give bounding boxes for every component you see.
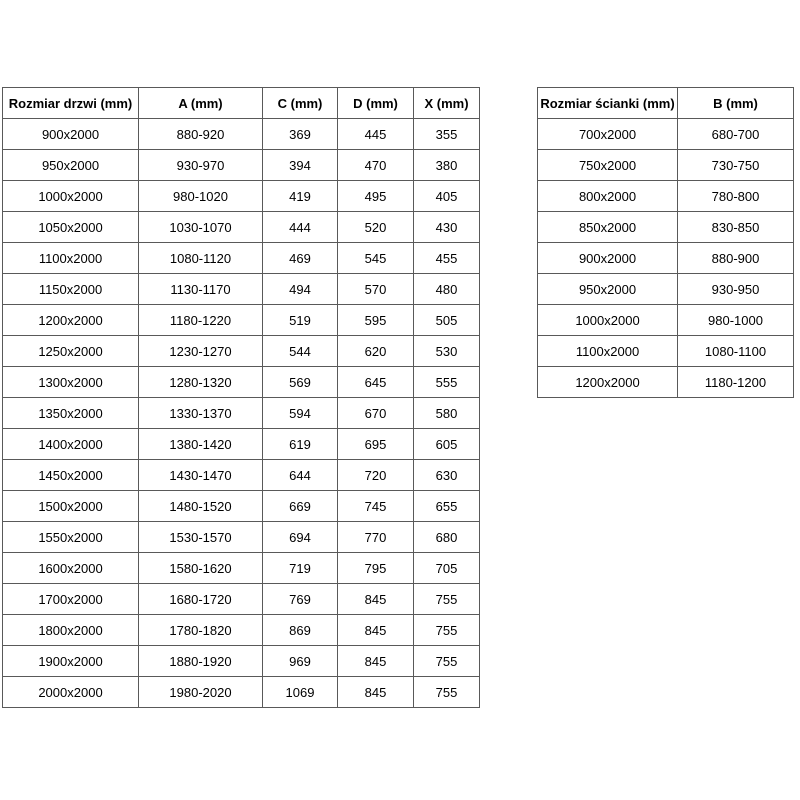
table-cell: 1400x2000 (3, 429, 139, 460)
table-row (3, 491, 480, 522)
column-header: C (mm) (263, 88, 338, 119)
table-cell: 1680-1720 (139, 584, 263, 615)
header-row (538, 88, 794, 119)
table-cell: 850x2000 (538, 212, 678, 243)
table-cell: 680 (414, 522, 480, 553)
table-cell: 670 (338, 398, 414, 429)
table-cell: 1150x2000 (3, 274, 139, 305)
table-row (3, 119, 480, 150)
table-row (3, 212, 480, 243)
table-cell: 1450x2000 (3, 460, 139, 491)
table-cell: 505 (414, 305, 480, 336)
table-cell: 1380-1420 (139, 429, 263, 460)
table-row (3, 150, 480, 181)
table-cell: 755 (414, 646, 480, 677)
table-cell: 419 (263, 181, 338, 212)
table-cell: 1880-1920 (139, 646, 263, 677)
table-cell: 800x2000 (538, 181, 678, 212)
table-row (3, 336, 480, 367)
table-row (3, 646, 480, 677)
table-cell: 1430-1470 (139, 460, 263, 491)
table-row (3, 367, 480, 398)
table-cell: 1780-1820 (139, 615, 263, 646)
table-cell: 1200x2000 (3, 305, 139, 336)
table-cell: 680-700 (678, 119, 794, 150)
table-cell: 595 (338, 305, 414, 336)
table-cell: 700x2000 (538, 119, 678, 150)
table-cell: 1980-2020 (139, 677, 263, 708)
table-cell: 1230-1270 (139, 336, 263, 367)
table-cell: 869 (263, 615, 338, 646)
table-cell: 1600x2000 (3, 553, 139, 584)
table-cell: 950x2000 (538, 274, 678, 305)
table-row (538, 336, 794, 367)
wall-size-table (537, 87, 794, 398)
table-cell: 520 (338, 212, 414, 243)
table-cell: 1069 (263, 677, 338, 708)
table-cell: 900x2000 (538, 243, 678, 274)
table-cell: 469 (263, 243, 338, 274)
table-cell: 519 (263, 305, 338, 336)
table-cell: 780-800 (678, 181, 794, 212)
table-row (3, 305, 480, 336)
table-cell: 980-1020 (139, 181, 263, 212)
table-cell: 1550x2000 (3, 522, 139, 553)
table-cell: 1530-1570 (139, 522, 263, 553)
header-row (3, 88, 480, 119)
table-cell: 1180-1200 (678, 367, 794, 398)
table-row (538, 367, 794, 398)
table-cell: 930-950 (678, 274, 794, 305)
table-cell: 355 (414, 119, 480, 150)
column-header: B (mm) (678, 88, 794, 119)
table-cell: 620 (338, 336, 414, 367)
table-cell: 545 (338, 243, 414, 274)
table-cell: 845 (338, 615, 414, 646)
table-cell: 394 (263, 150, 338, 181)
table-cell: 1500x2000 (3, 491, 139, 522)
table-cell: 755 (414, 677, 480, 708)
table-cell: 950x2000 (3, 150, 139, 181)
table-cell: 880-920 (139, 119, 263, 150)
table-cell: 1000x2000 (3, 181, 139, 212)
table-cell: 880-900 (678, 243, 794, 274)
table-cell: 845 (338, 584, 414, 615)
table-cell: 930-970 (139, 150, 263, 181)
table-cell: 1030-1070 (139, 212, 263, 243)
table-row (3, 584, 480, 615)
table-cell: 1050x2000 (3, 212, 139, 243)
table-cell: 1080-1120 (139, 243, 263, 274)
table-row (3, 274, 480, 305)
table-cell: 745 (338, 491, 414, 522)
table-cell: 719 (263, 553, 338, 584)
table-cell: 530 (414, 336, 480, 367)
table-cell: 380 (414, 150, 480, 181)
table-cell: 444 (263, 212, 338, 243)
table-cell: 969 (263, 646, 338, 677)
table-cell: 1350x2000 (3, 398, 139, 429)
table-row (538, 243, 794, 274)
table-cell: 1200x2000 (538, 367, 678, 398)
column-header: A (mm) (139, 88, 263, 119)
table-cell: 694 (263, 522, 338, 553)
table-cell: 750x2000 (538, 150, 678, 181)
column-header: Rozmiar ścianki (mm) (538, 88, 678, 119)
table-cell: 669 (263, 491, 338, 522)
table-cell: 755 (414, 615, 480, 646)
table-cell: 770 (338, 522, 414, 553)
table-row (3, 243, 480, 274)
table-cell: 845 (338, 646, 414, 677)
table-row (538, 181, 794, 212)
table-cell: 695 (338, 429, 414, 460)
table-cell: 570 (338, 274, 414, 305)
table-cell: 430 (414, 212, 480, 243)
door-size-table (2, 87, 480, 708)
table-cell: 405 (414, 181, 480, 212)
table-cell: 2000x2000 (3, 677, 139, 708)
table-cell: 369 (263, 119, 338, 150)
column-header: Rozmiar drzwi (mm) (3, 88, 139, 119)
table-cell: 1300x2000 (3, 367, 139, 398)
table-cell: 580 (414, 398, 480, 429)
table-row (538, 150, 794, 181)
table-cell: 470 (338, 150, 414, 181)
table-cell: 555 (414, 367, 480, 398)
table-row (538, 119, 794, 150)
column-header: X (mm) (414, 88, 480, 119)
table-cell: 720 (338, 460, 414, 491)
table-cell: 569 (263, 367, 338, 398)
table-cell: 830-850 (678, 212, 794, 243)
table-cell: 1900x2000 (3, 646, 139, 677)
table-cell: 1330-1370 (139, 398, 263, 429)
table-cell: 645 (338, 367, 414, 398)
table-cell: 1180-1220 (139, 305, 263, 336)
table-row (3, 181, 480, 212)
table-row (3, 615, 480, 646)
table-cell: 1130-1170 (139, 274, 263, 305)
table-cell: 1100x2000 (3, 243, 139, 274)
table-cell: 494 (263, 274, 338, 305)
table-cell: 495 (338, 181, 414, 212)
table-cell: 1250x2000 (3, 336, 139, 367)
column-header: D (mm) (338, 88, 414, 119)
table-cell: 795 (338, 553, 414, 584)
table-cell: 619 (263, 429, 338, 460)
table-cell: 730-750 (678, 150, 794, 181)
table-cell: 1700x2000 (3, 584, 139, 615)
table-cell: 705 (414, 553, 480, 584)
table-row (538, 212, 794, 243)
table-cell: 455 (414, 243, 480, 274)
table-cell: 1280-1320 (139, 367, 263, 398)
table-cell: 445 (338, 119, 414, 150)
table-cell: 1000x2000 (538, 305, 678, 336)
table-cell: 769 (263, 584, 338, 615)
table-row (3, 677, 480, 708)
table-cell: 655 (414, 491, 480, 522)
table-cell: 1800x2000 (3, 615, 139, 646)
table-cell: 755 (414, 584, 480, 615)
table-cell: 1100x2000 (538, 336, 678, 367)
table-cell: 480 (414, 274, 480, 305)
table-cell: 845 (338, 677, 414, 708)
table-cell: 544 (263, 336, 338, 367)
table-row (3, 522, 480, 553)
table-cell: 644 (263, 460, 338, 491)
table-row (3, 429, 480, 460)
table-cell: 605 (414, 429, 480, 460)
table-row (538, 274, 794, 305)
table-cell: 630 (414, 460, 480, 491)
table-cell: 594 (263, 398, 338, 429)
table-row (538, 305, 794, 336)
table-cell: 1580-1620 (139, 553, 263, 584)
table-row (3, 553, 480, 584)
table-cell: 1480-1520 (139, 491, 263, 522)
table-row (3, 460, 480, 491)
table-cell: 900x2000 (3, 119, 139, 150)
table-row (3, 398, 480, 429)
table-cell: 1080-1100 (678, 336, 794, 367)
table-cell: 980-1000 (678, 305, 794, 336)
